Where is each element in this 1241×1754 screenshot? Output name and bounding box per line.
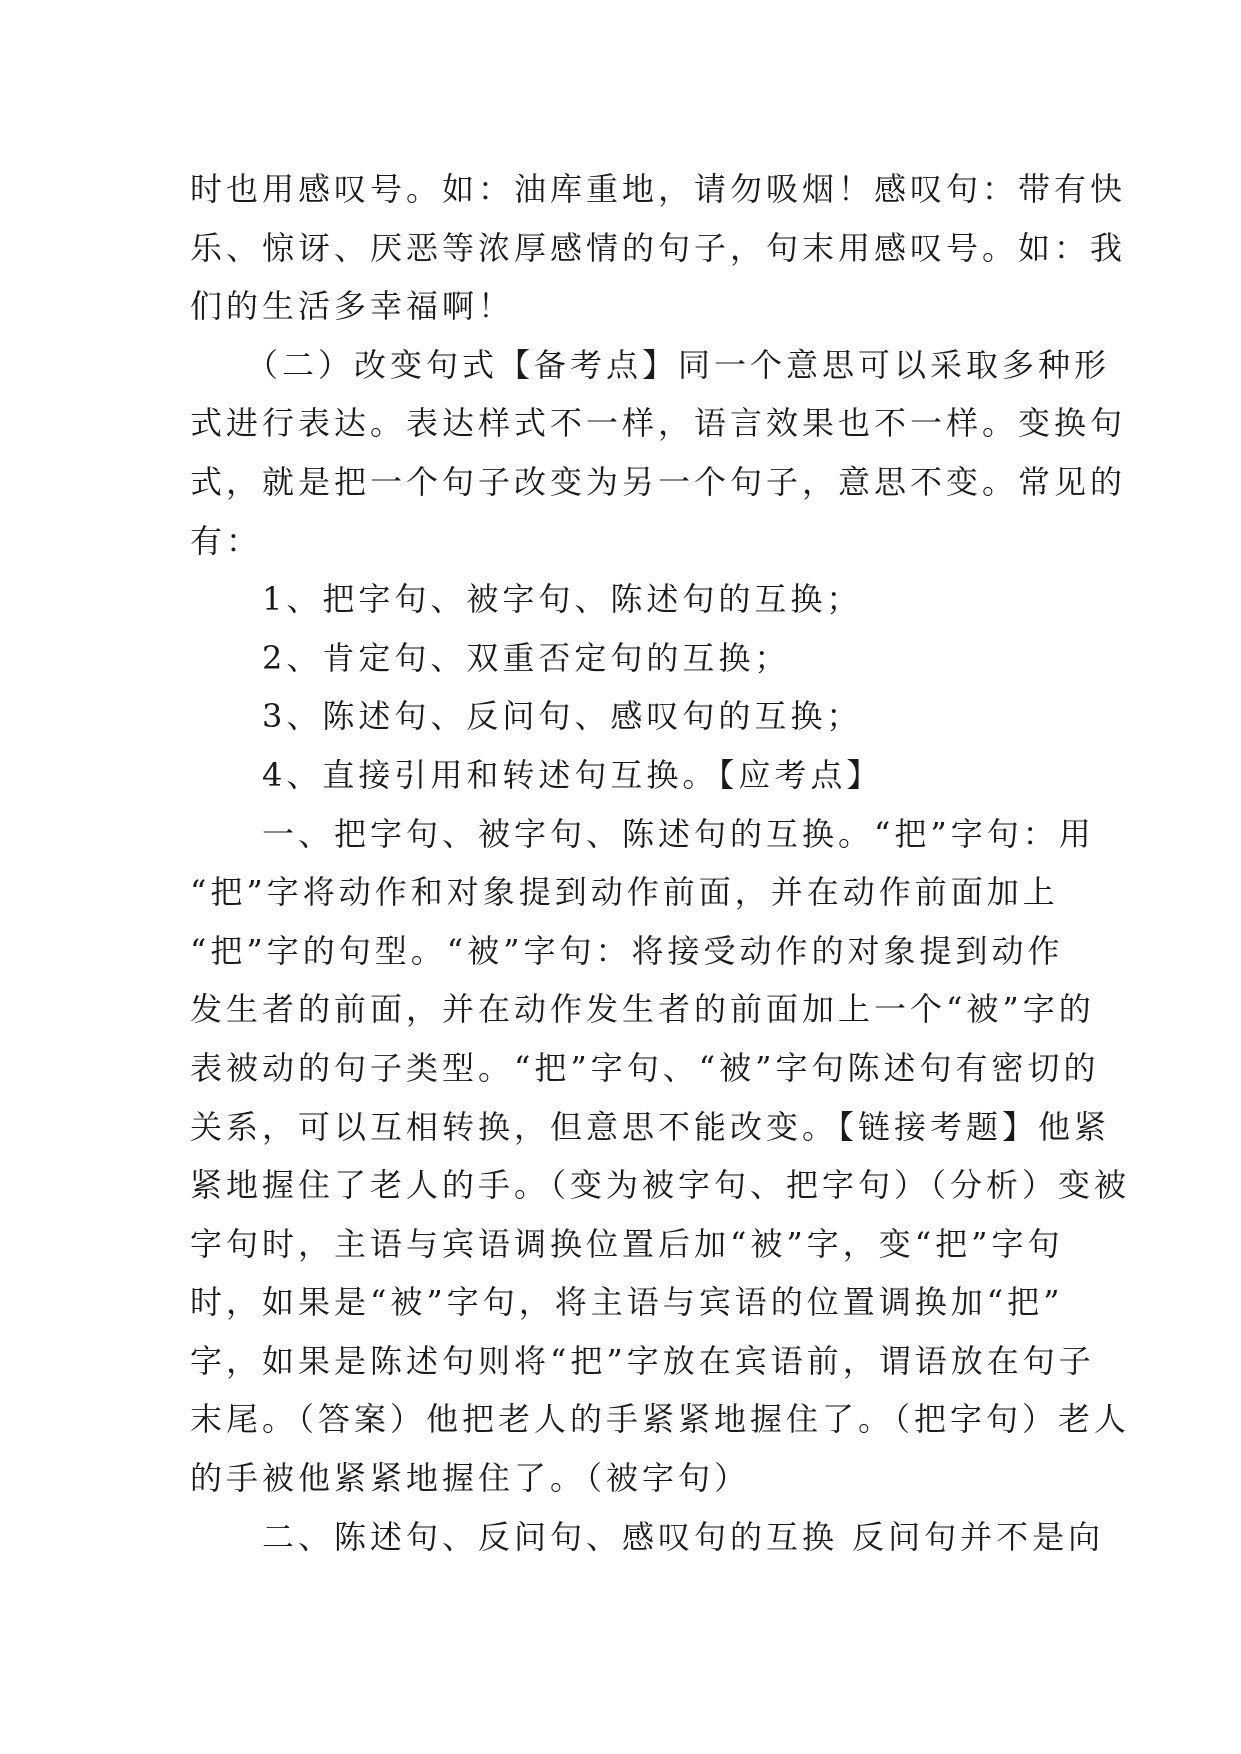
text-line: 式进行表达。表达样式不一样，语言效果也不一样。变换句 <box>190 404 1127 443</box>
text-line: 1、把字句、被字句、陈述句的互换； <box>190 580 863 619</box>
text-line: 2、肯定句、双重否定句的互换； <box>190 638 791 677</box>
text-line: （二）改变句式【备考点】同一个意思可以采取多种形 <box>190 345 1111 384</box>
text-line: 们的生活多幸福啊！ <box>190 287 515 326</box>
text-line: 末尾。（答案）他把老人的手紧紧地握住了。（把字句）老人 <box>190 1400 1131 1439</box>
text-line: 式，就是把一个句子改变为另一个句子，意思不变。常见的 <box>190 462 1127 501</box>
text-line: 3、陈述句、反问句、感叹句的互换； <box>190 697 863 736</box>
text-line: 一、把字句、被字句、陈述句的互换。“把”字句：用 <box>190 814 1095 853</box>
text-line: 二、陈述句、反问句、感叹句的互换 反问句并不是向 <box>190 1517 1105 1556</box>
text-line: 的手被他紧紧地握住了。（被字句） <box>190 1459 751 1498</box>
body-text <box>190 160 1131 1566</box>
text-line: “把”字的句型。“被”字句：将接受动作的对象提到动作 <box>190 931 1064 970</box>
text-line: 表被动的句子类型。“把”字句、“被”字句陈述句有密切的 <box>190 1048 1100 1087</box>
text-line: 字句时，主语与宾语调换位置后加“被”字，变“把”字句 <box>190 1224 1064 1263</box>
text-line: 有： <box>190 521 263 560</box>
text-line: 发生者的前面，并在动作发生者的前面加上一个“被”字的 <box>190 990 1095 1029</box>
text-line: 时，如果是“被”字句，将主语与宾语的位置调换加“把” <box>190 1283 1064 1322</box>
text-line: “把”字将动作和对象提到动作前面，并在动作前面加上 <box>190 873 1059 912</box>
text-line: 4、直接引用和转述句互换。【应考点】 <box>190 755 883 794</box>
text-line: 关系，可以互相转换，但意思不能改变。【链接考题】他紧 <box>190 1107 1111 1146</box>
text-line: 乐、惊讶、厌恶等浓厚感情的句子，句末用感叹号。如：我 <box>190 228 1127 267</box>
text-line: 时也用感叹号。如：油库重地，请勿吸烟！感叹句：带有快 <box>190 170 1127 208</box>
text-line: 字，如果是陈述句则将“把”字放在宾语前，谓语放在句子 <box>190 1341 1095 1380</box>
text-line: 紧地握住了老人的手。（变为被字句、把字句）（分析）变被 <box>190 1166 1131 1205</box>
